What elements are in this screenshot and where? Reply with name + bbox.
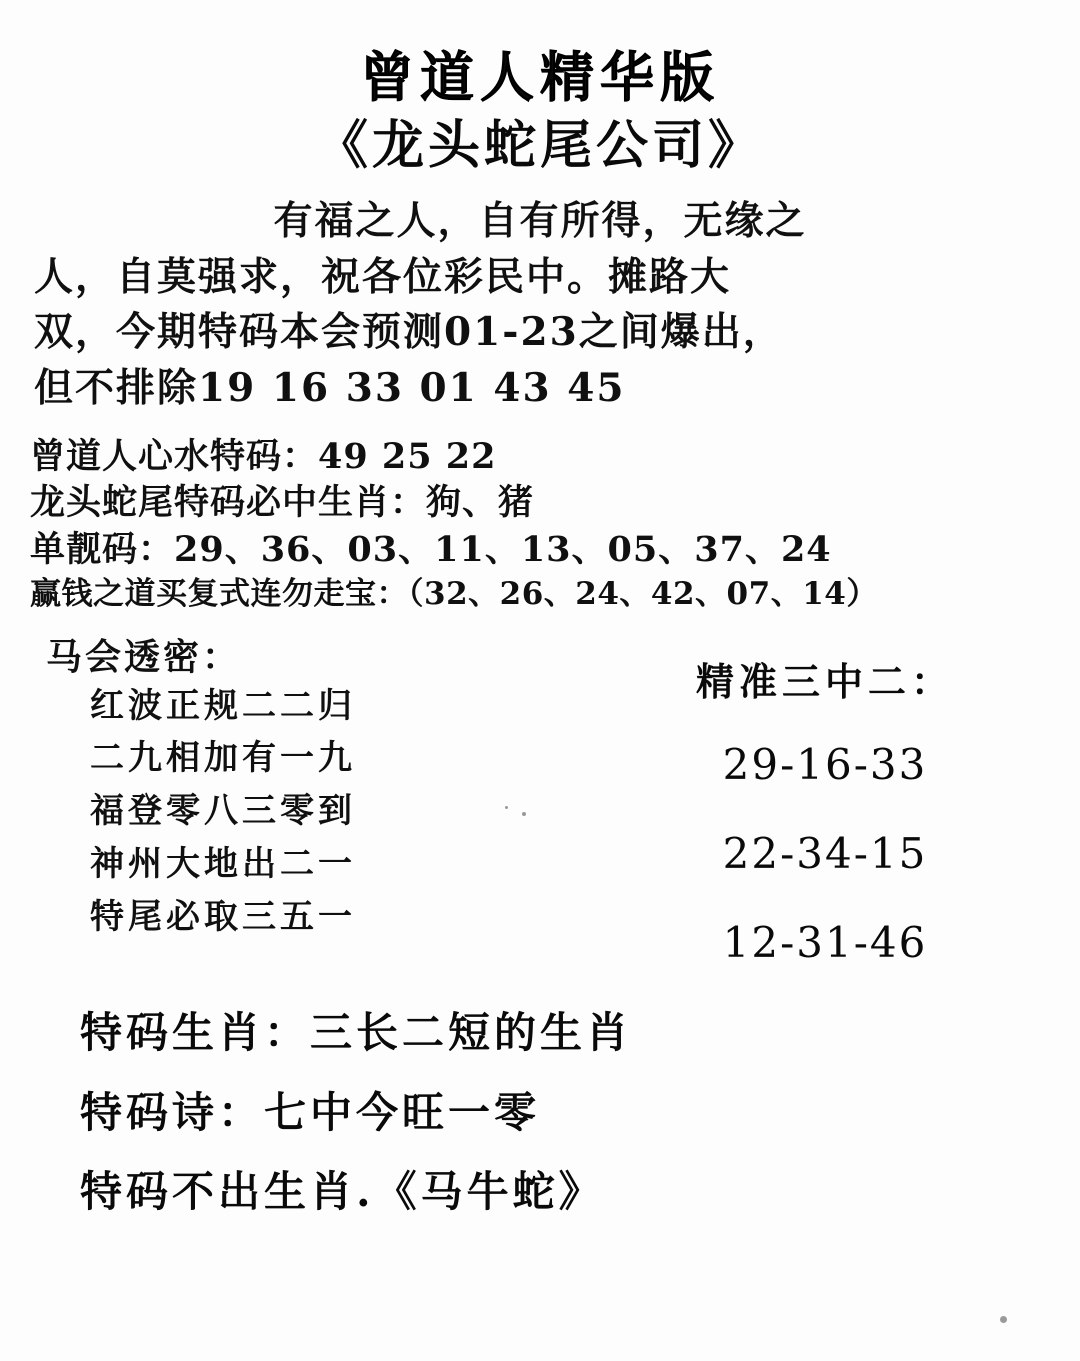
bottom-line: 特码诗：七中今旺一零: [80, 1087, 541, 1137]
intro-paragraph: [34, 194, 1046, 416]
intro-line-1: 有福之人，自有所得，无缘之: [273, 198, 807, 245]
fact-line: 龙头蛇尾特码必中生肖：狗、猪: [30, 482, 535, 524]
poem-column: [0, 629, 560, 943]
intro-line-2: 人，自莫强求，祝各位彩民中。摊路大: [34, 253, 732, 300]
number-line: 12-31-46: [722, 917, 928, 967]
page-subtitle: 《龙头蛇尾公司》: [315, 115, 764, 177]
scan-speck: [1000, 1316, 1007, 1323]
page-title: 曾道人精华版: [360, 45, 720, 109]
bottom-line: 特码生肖：三长二短的生肖: [80, 1007, 633, 1057]
intro-line-4: 但不排除19 16 33 01 43 45: [34, 364, 626, 411]
title-block: [0, 0, 1080, 178]
intro-line-3: 双，今期特码本会预测01-23之间爆出，: [34, 309, 784, 356]
numbers-heading: 精准三中二：: [695, 658, 954, 704]
poem-heading: 马会透密：: [46, 635, 242, 678]
poem-line: 福登零八三零到: [90, 791, 356, 832]
numbers-column: [560, 629, 1080, 967]
number-line: 29-16-33: [722, 739, 928, 789]
middle-section: [0, 629, 1080, 967]
poem-line: 红波正规二二归: [90, 685, 356, 726]
facts-block: [30, 434, 1050, 615]
bottom-block: [0, 993, 1080, 1232]
poem-line: 二九相加有一九: [90, 738, 356, 779]
fact-line-small: 赢钱之道买复式连勿走宝：（32、26、24、42、07、14）: [30, 575, 878, 612]
fact-line: 单靓码：29、36、03、11、13、05、37、24: [30, 528, 832, 570]
bottom-line: 特码不出生肖.《马牛蛇》: [80, 1167, 605, 1217]
poem-line: 神州大地出二一: [90, 843, 356, 884]
scan-speck: [522, 812, 526, 816]
fact-line: 曾道人心水特码：49 25 22: [30, 435, 497, 477]
scan-speck: [505, 806, 508, 809]
number-line: 22-34-15: [722, 828, 928, 878]
poem-line: 特尾必取三五一: [90, 896, 356, 937]
